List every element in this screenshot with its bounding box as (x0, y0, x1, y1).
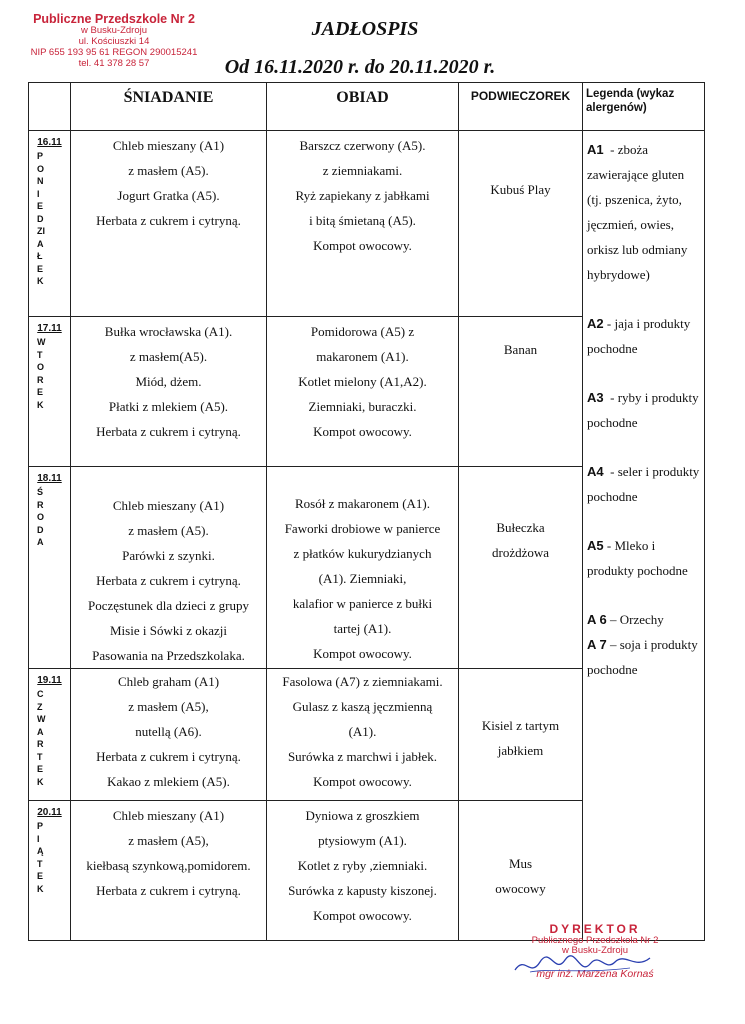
snack-cell (459, 669, 583, 801)
breakfast-cell-line: Herbata z cukrem i cytryną. (96, 573, 241, 588)
signature-title: DYREKTOR (549, 922, 641, 936)
lunch-cell-line: Kotlet z ryby ,ziemniaki. (297, 858, 428, 873)
breakfast-cell-line: z masłem (A5), (128, 699, 209, 714)
allergen-separator: - (603, 142, 618, 157)
allergen-legend (583, 131, 705, 941)
lunch-cell-line: Ryż zapiekany z jabłkami (295, 188, 430, 203)
breakfast-cell-line: kiełbasą szynkową,pomidorem. (86, 858, 251, 873)
allergen-code: A 6 (587, 612, 607, 627)
day-name: ŚRODA (37, 487, 45, 547)
breakfast-cell-line: Herbata z cukrem i cytryną. (96, 883, 241, 898)
lunch-cell-line: ptysiowym (A1). (318, 833, 407, 848)
day-date: 16.11 (37, 137, 62, 148)
snack-cell-line: Kubuś Play (490, 182, 551, 197)
lunch-cell-line: Kompot owocowy. (313, 424, 412, 439)
lunch-cell-line: Kompot owocowy. (313, 774, 412, 789)
day-date: 18.11 (37, 473, 62, 484)
day-cell (29, 467, 71, 669)
signature-name: mgr inż. Marzena Kornaś (536, 968, 654, 980)
breakfast-cell-line: z masłem (A5). (128, 163, 209, 178)
breakfast-cell-line: Herbata z cukrem i cytryną. (96, 749, 241, 764)
stamp-line-nip: NIP 655 193 95 61 REGON 290015241 (30, 47, 198, 58)
day-cell (29, 317, 71, 467)
allergen-separator: – (606, 612, 620, 627)
allergen-separator: - (603, 538, 615, 553)
snack-cell-line: Bułeczka (496, 520, 545, 535)
allergen-code: A3 (587, 390, 604, 405)
header-breakfast: ŚNIADANIE (71, 83, 267, 131)
stamp-line-city: w Busku-Zdroju (81, 25, 147, 36)
allergen-description: jaja i produkty pochodne (587, 316, 691, 356)
snack-cell-line: Mus (508, 856, 533, 871)
legend-item (587, 137, 700, 287)
legend-item (587, 607, 700, 632)
kindergarten-stamp (30, 14, 198, 69)
lunch-cell-line: Kompot owocowy. (313, 238, 412, 253)
signature-line-city: w Busku-Zdroju (562, 945, 628, 956)
lunch-cell-line: kalafior w panierce z bułki (292, 596, 433, 611)
lunch-cell-line: Dyniowa z groszkiem (305, 808, 420, 823)
day-date: 20.11 (37, 807, 62, 818)
lunch-cell-line: Kompot owocowy. (313, 908, 412, 923)
header-lunch: OBIAD (267, 83, 459, 131)
breakfast-cell-line: Pasowania na Przedszkolaka. (92, 648, 245, 663)
lunch-cell-line: z ziemniakami. (322, 163, 403, 178)
day-date: 17.11 (37, 323, 62, 334)
signature-line-institution: Publicznego Przedszkola Nr 2 (531, 935, 659, 946)
allergen-code: A5 (587, 538, 604, 553)
breakfast-cell-line: Herbata z cukrem i cytryną. (96, 213, 241, 228)
lunch-cell-line: (A1). (348, 724, 377, 739)
breakfast-cell-line: Chleb mieszany (A1) (112, 138, 225, 153)
snack-cell-line: Banan (503, 342, 538, 357)
lunch-cell-line: z płatków kukurydzianych (293, 546, 432, 561)
legend-item (587, 533, 700, 583)
header-snack: PODWIECZOREK (459, 83, 583, 131)
stamp-line-street: ul. Kościuszki 14 (78, 36, 150, 47)
header-row (29, 83, 705, 131)
allergen-code: A 7 (587, 637, 607, 652)
page-title: JADŁOSPIS (311, 18, 419, 40)
allergen-description: Orzechy (619, 612, 664, 627)
header-day (29, 83, 71, 131)
allergen-description: soja i produkty pochodne (587, 637, 698, 677)
day-cell (29, 131, 71, 317)
lunch-cell-line: Barszcz czerwony (A5). (299, 138, 426, 153)
breakfast-cell-line: z masłem (A5). (128, 523, 209, 538)
date-range: Od 16.11.2020 r. do 20.11.2020 r. (224, 56, 496, 78)
lunch-cell-line: i bitą śmietaną (A5). (309, 213, 416, 228)
day-name: PONIEDZIAŁEK (37, 151, 45, 286)
stamp-line-phone: tel. 41 378 28 57 (78, 58, 150, 69)
allergen-code: A4 (587, 464, 604, 479)
allergen-code: A1 (587, 142, 604, 157)
snack-cell (459, 131, 583, 317)
breakfast-cell-line: Herbata z cukrem i cytryną. (96, 424, 241, 439)
allergen-description: zboża zawierające gluten (tj. pszenica, żyto, jęczmień, owies, orkisz lub odmiany hybrydowe) (587, 142, 688, 282)
legend-item (587, 632, 700, 682)
lunch-cell-line: Pomidorowa (A5) z (310, 324, 415, 339)
lunch-cell-line: Kotlet mielony (A1,A2). (298, 374, 427, 389)
breakfast-cell-line: Parówki z szynki. (122, 548, 215, 563)
allergen-description: ryby i produkty pochodne (587, 390, 699, 430)
breakfast-cell (71, 317, 267, 467)
lunch-cell (267, 317, 459, 467)
day-name: CZWARTEK (37, 689, 46, 787)
lunch-cell (267, 801, 459, 941)
snack-cell-line: jabłkiem (497, 743, 544, 758)
legend-item (587, 459, 700, 509)
lunch-cell-line: Surówka z marchwi i jabłek. (287, 749, 438, 764)
lunch-cell-line: makaronem (A1). (316, 349, 409, 364)
breakfast-cell-line: Bułka wrocławska (A1). (104, 324, 233, 339)
breakfast-cell (71, 669, 267, 801)
handwritten-signature (510, 950, 660, 980)
stamp-line-name: Publiczne Przedszkole Nr 2 (33, 12, 195, 26)
allergen-separator: - (603, 390, 618, 405)
allergen-separator: – (606, 637, 620, 652)
day-cell (29, 801, 71, 941)
breakfast-cell-line: Chleb mieszany (A1) (112, 498, 225, 513)
lunch-cell-line: Kompot owocowy. (313, 646, 412, 661)
menu-table (28, 82, 705, 941)
snack-cell (459, 801, 583, 941)
day-name: WTOREK (37, 337, 46, 410)
breakfast-cell-line: z masłem(A5). (129, 349, 208, 364)
lunch-cell (267, 669, 459, 801)
lunch-cell-line: tartej (A1). (333, 621, 392, 636)
day-date: 19.11 (37, 675, 62, 686)
lunch-cell-line: Fasolowa (A7) z ziemniakami. (282, 674, 443, 689)
breakfast-cell (71, 131, 267, 317)
breakfast-cell-line: Płatki z mlekiem (A5). (108, 399, 229, 414)
day-row (29, 131, 705, 317)
breakfast-cell-line: Kakao z mlekiem (A5). (107, 774, 230, 789)
breakfast-cell-line: Chleb graham (A1) (117, 674, 220, 689)
breakfast-cell-line: Miód, dżem. (135, 374, 202, 389)
breakfast-cell-line: Chleb mieszany (A1) (112, 808, 225, 823)
snack-cell-line: Kisiel z tartym (481, 718, 560, 733)
lunch-cell (267, 467, 459, 669)
breakfast-cell (71, 801, 267, 941)
breakfast-cell-line: nutellą (A6). (135, 724, 202, 739)
allergen-separator: - (603, 316, 615, 331)
allergen-description: Mleko i produkty pochodne (587, 538, 688, 578)
day-cell (29, 669, 71, 801)
snack-cell (459, 467, 583, 669)
breakfast-cell-line: Poczęstunek dla dzieci z grupy (88, 598, 249, 613)
breakfast-cell-line: Jogurt Gratka (A5). (117, 188, 220, 203)
lunch-cell-line: (A1). Ziemniaki, (318, 571, 407, 586)
allergen-code: A2 (587, 316, 604, 331)
allergen-description: seler i produkty pochodne (587, 464, 700, 504)
snack-cell-line: owocowy (495, 881, 546, 896)
lunch-cell-line: Faworki drobiowe w panierce (284, 521, 441, 536)
snack-cell-line: drożdżowa (491, 545, 550, 560)
lunch-cell-line: Gulasz z kaszą jęczmienną (292, 699, 433, 714)
lunch-cell (267, 131, 459, 317)
header-legend: Legenda (wykaz alergenów) (583, 83, 705, 131)
lunch-cell-line: Surówka z kapusty kiszonej. (288, 883, 437, 898)
breakfast-cell (71, 467, 267, 669)
snack-cell (459, 317, 583, 467)
legend-item (587, 385, 700, 435)
legend-item (587, 311, 700, 361)
allergen-separator: - (603, 464, 618, 479)
breakfast-cell-line: Misie i Sówki z okazji (110, 623, 227, 638)
lunch-cell-line: Ziemniaki, buraczki. (308, 399, 417, 414)
day-name: PIĄTEK (37, 821, 44, 894)
breakfast-cell-line: z masłem (A5), (128, 833, 209, 848)
lunch-cell-line: Rosół z makaronem (A1). (294, 496, 431, 511)
